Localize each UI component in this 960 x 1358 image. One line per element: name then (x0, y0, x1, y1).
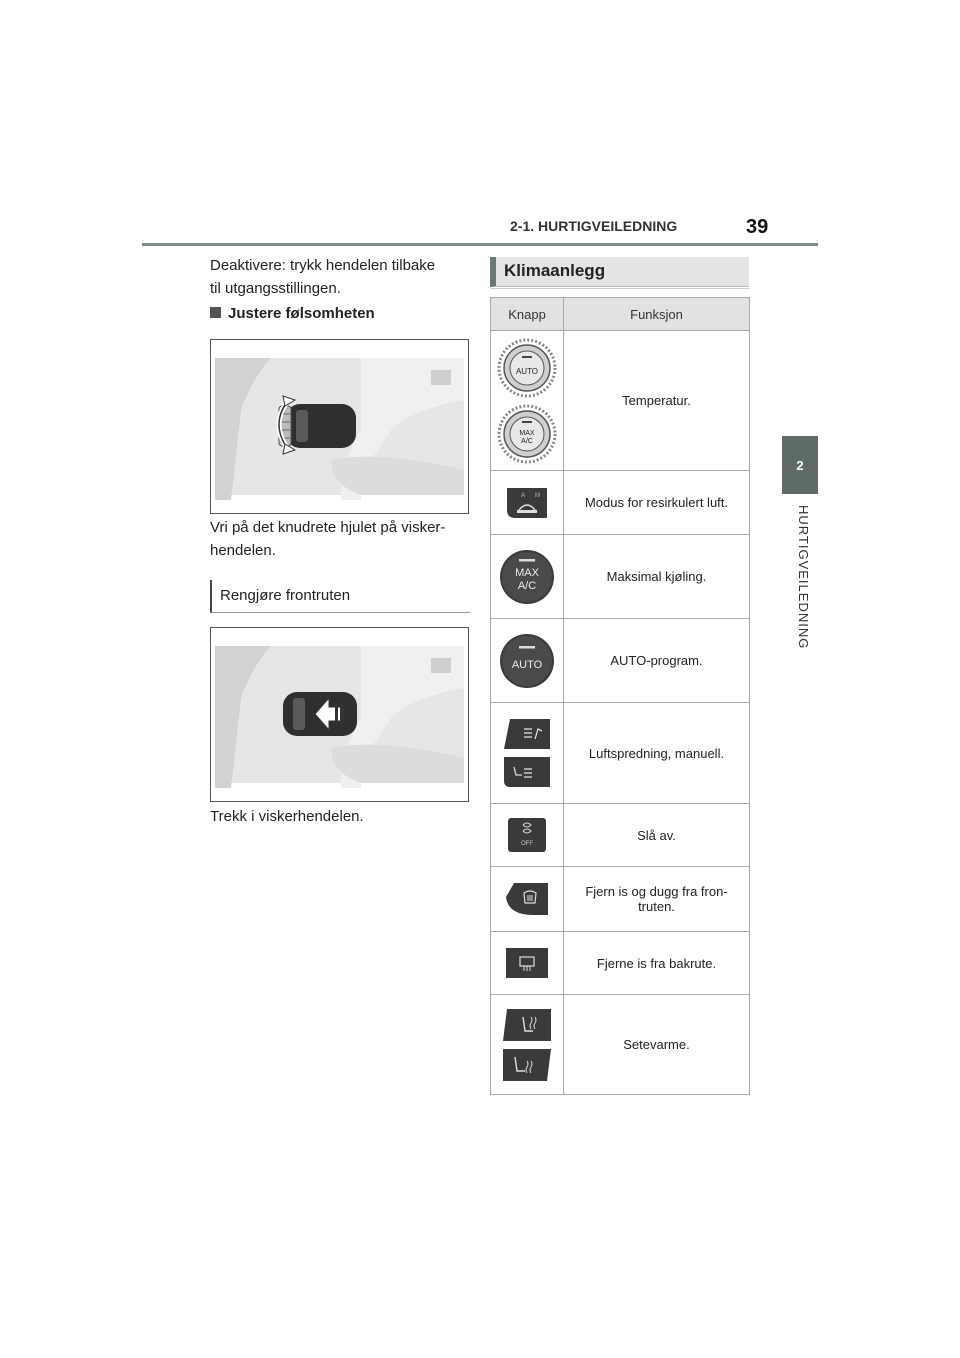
button-cell (491, 804, 564, 867)
auto-label: AUTO (511, 658, 543, 671)
running-header-section: 2-1. HURTIGVEILEDNING (510, 218, 678, 234)
table-header-row (491, 298, 750, 331)
function-cell: Luftspredning, manuell. (564, 703, 750, 804)
button-cell (491, 535, 564, 619)
chapter-tab-label: HURTIGVEILEDNING (796, 505, 811, 650)
button-cell (491, 703, 564, 804)
wiper-pull-illustration (211, 628, 468, 801)
square-bullet-icon (210, 307, 221, 318)
recirculation-button-icon (505, 486, 549, 520)
caption-2: Trekk i viskerhendelen. (210, 808, 364, 825)
function-cell: Modus for resirkulert luft. (564, 471, 750, 535)
function-cell: Setevarme. (564, 995, 750, 1095)
section-title: Klimaanlegg (504, 261, 606, 280)
button-cell (491, 932, 564, 995)
seat-heating-upper-icon (501, 1007, 553, 1043)
wiper-knob-illustration (211, 340, 468, 513)
function-cell: AUTO-program. (564, 619, 750, 703)
table-row (491, 535, 750, 619)
function-line-1: Fjern is og dugg fra fron- (585, 884, 728, 899)
off-button-icon (507, 817, 547, 853)
section-heading-climate (490, 257, 749, 287)
caption-1-line-1: Vri på det knudrete hjulet på visker- (210, 519, 446, 536)
table-row (491, 331, 750, 471)
function-cell: Temperatur. (564, 331, 750, 471)
rec-a-label: A (521, 492, 526, 499)
ac-dial-label: A/C (521, 437, 533, 445)
intro-line-2: til utgangsstillingen. (210, 280, 341, 297)
function-cell: Fjerne is fra bakrute. (564, 932, 750, 995)
auto-dial-icon (497, 338, 557, 398)
function-cell (564, 867, 750, 932)
function-line-2: truten. (638, 899, 675, 914)
table-row (491, 804, 750, 867)
subsection-heading (210, 580, 470, 613)
subsection-title: Rengjøre frontruten (220, 587, 351, 604)
auto-dial-label: AUTO (515, 366, 539, 376)
temperature-dials-icon (491, 338, 563, 464)
header-rule (142, 243, 818, 246)
auto-button-icon (498, 632, 556, 690)
figure-wiper-pull (210, 627, 469, 802)
table-row (491, 703, 750, 804)
climate-buttons-table (490, 297, 750, 1095)
rear-defrost-button-icon (504, 946, 550, 980)
max-label: MAX (515, 566, 539, 579)
table-row (491, 932, 750, 995)
button-cell (491, 867, 564, 932)
max-ac-button-icon (498, 548, 556, 606)
chapter-tab-number: 2 (782, 436, 818, 494)
function-cell: Slå av. (564, 804, 750, 867)
button-cell (491, 331, 564, 471)
front-defrost-button-icon (504, 881, 550, 917)
max-dial-label: MAX (519, 429, 535, 437)
figure-wiper-knob (210, 339, 469, 514)
intro-line-1: Deaktivere: trykk hendelen tilbake (210, 257, 436, 274)
button-cell (491, 471, 564, 535)
air-distribution-upper-icon (502, 717, 552, 751)
page-number: 39 (746, 216, 769, 238)
column-header-button: Knapp (491, 298, 564, 331)
button-cell (491, 995, 564, 1095)
air-distribution-lower-icon (502, 755, 552, 789)
column-header-function: Funksjon (564, 298, 750, 331)
table-row (491, 995, 750, 1095)
heading-underline (490, 288, 749, 289)
caption-1-line-2: hendelen. (210, 542, 276, 559)
button-cell (491, 619, 564, 703)
table-row (491, 471, 750, 535)
sub-heading-text: Justere følsomheten (228, 305, 375, 322)
seat-heating-lower-icon (501, 1047, 553, 1083)
table-row (491, 619, 750, 703)
off-label: OFF (521, 841, 533, 847)
sub-heading (210, 305, 375, 322)
max-ac-dial-icon (497, 404, 557, 464)
ac-label: A/C (517, 579, 537, 592)
function-cell: Maksimal kjøling. (564, 535, 750, 619)
table-row (491, 867, 750, 932)
rec-m-label: M (535, 492, 540, 499)
